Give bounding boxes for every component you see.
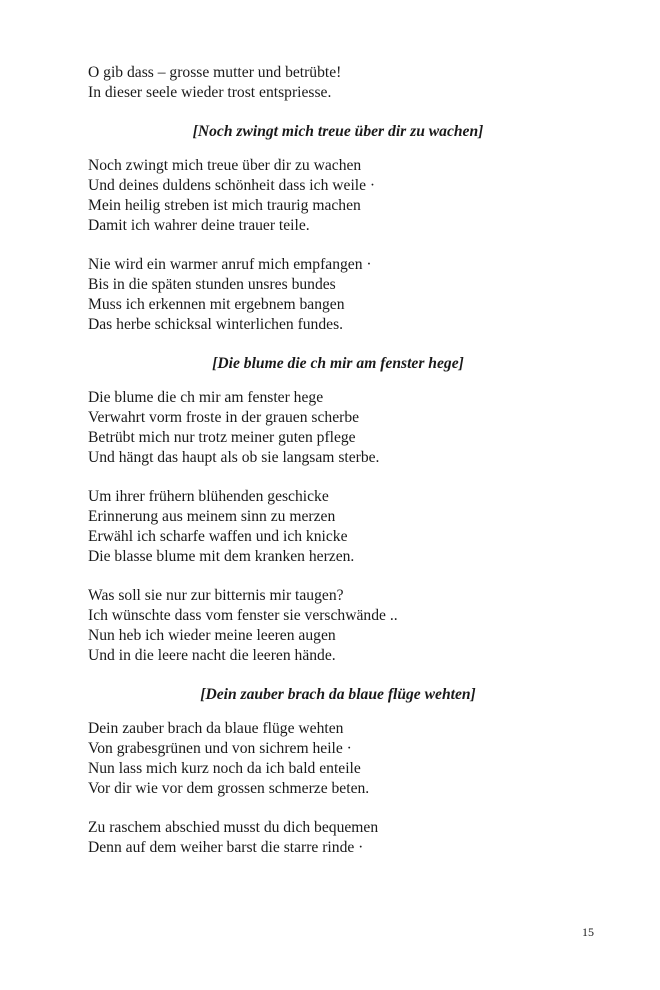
verse-line: O gib dass – grosse mutter und betrübte!: [88, 64, 342, 81]
stanza: [88, 156, 588, 236]
poem-text-block: [88, 63, 588, 877]
poem-title: [Die blume die ch mir am fenster hege]: [212, 355, 464, 372]
verse-line: Um ihrer frühern blühenden geschicke: [88, 488, 329, 505]
verse-line: Was soll sie nur zur bitternis mir taugen?: [88, 587, 344, 604]
stanza: [88, 388, 588, 468]
verse-line: Und in die leere nacht die leeren hände.: [88, 647, 336, 664]
verse-line: Mein heilig streben ist mich traurig machen: [88, 197, 361, 214]
verse-line: Muss ich erkennen mit ergebnem bangen: [88, 296, 345, 313]
verse-line: Nun heb ich wieder meine leeren augen: [88, 627, 336, 644]
poem-title: [Noch zwingt mich treue über dir zu wachen]: [192, 123, 484, 140]
verse-line: Und deines duldens schönheit dass ich weile ·: [88, 177, 376, 194]
verse-line: In dieser seele wieder trost entspriesse.: [88, 84, 332, 101]
verse-line: Von grabesgrünen und von sichrem heile ·: [88, 740, 352, 757]
verse-line: Betrübt mich nur trotz meiner guten pflege: [88, 429, 356, 446]
stanza: [88, 63, 588, 103]
poem-title: [Dein zauber brach da blaue flüge wehten]: [200, 686, 476, 703]
stanza: [88, 487, 588, 567]
page-number: 15: [582, 925, 594, 939]
verse-line: Nie wird ein warmer anruf mich empfangen ·: [88, 256, 372, 273]
verse-line: Erinnerung aus meinem sinn zu merzen: [88, 508, 336, 525]
verse-line: Denn auf dem weiher barst die starre rinde ·: [88, 839, 364, 856]
verse-line: Bis in die späten stunden unsres bundes: [88, 276, 336, 293]
verse-line: Erwähl ich scharfe waffen und ich knicke: [88, 528, 348, 545]
verse-line: Die blasse blume mit dem kranken herzen.: [88, 548, 355, 565]
stanza: [88, 818, 588, 858]
verse-line: Damit ich wahrer deine trauer teile.: [88, 217, 310, 234]
verse-line: Zu raschem abschied musst du dich bequemen: [88, 819, 379, 836]
verse-line: Verwahrt vorm froste in der grauen scherbe: [88, 409, 360, 426]
verse-line: Noch zwingt mich treue über dir zu wachen: [88, 157, 362, 174]
verse-line: Die blume die ch mir am fenster hege: [88, 389, 324, 406]
verse-line: Das herbe schicksal winterlichen fundes.: [88, 316, 344, 333]
verse-line: Und hängt das haupt als ob sie langsam sterbe.: [88, 449, 380, 466]
stanza: [88, 586, 588, 666]
verse-line: Ich wünschte dass vom fenster sie verschwände ..: [88, 607, 398, 624]
stanza: [88, 719, 588, 799]
verse-line: Vor dir wie vor dem grossen schmerze beten.: [88, 780, 370, 797]
verse-line: Dein zauber brach da blaue flüge wehten: [88, 720, 344, 737]
verse-line: Nun lass mich kurz noch da ich bald enteile: [88, 760, 361, 777]
stanza: [88, 255, 588, 335]
